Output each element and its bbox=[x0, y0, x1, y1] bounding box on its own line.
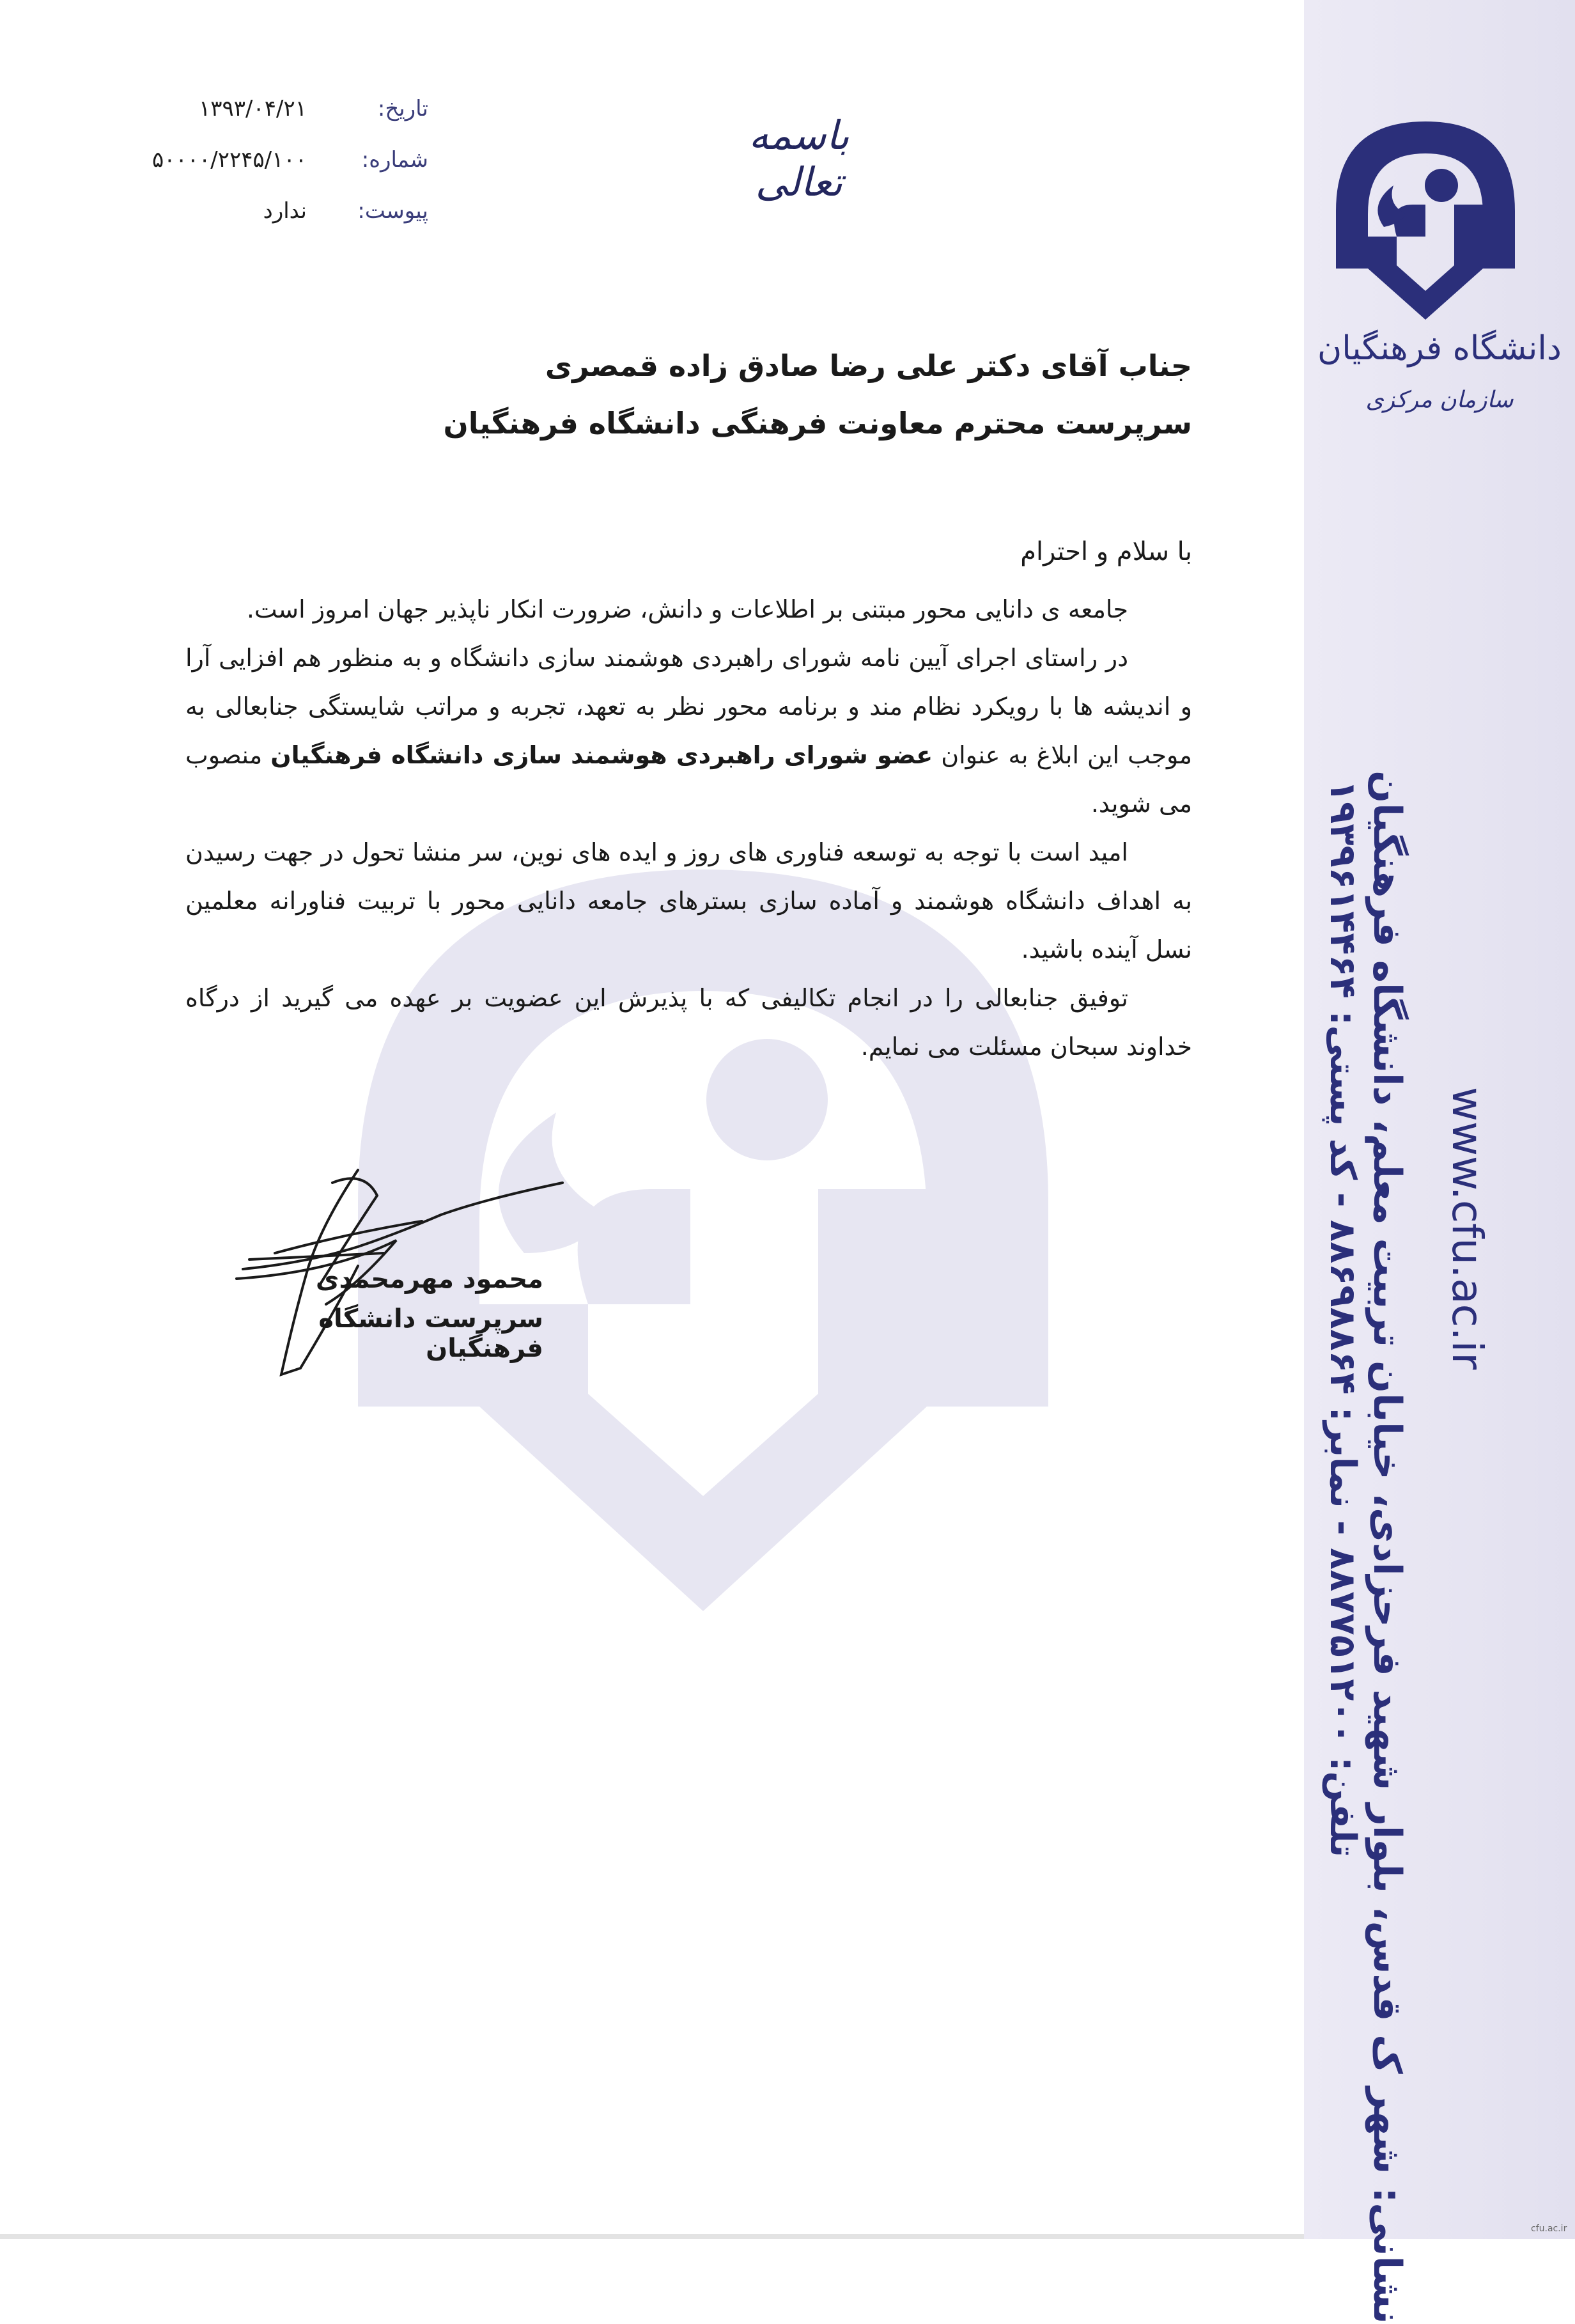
paragraph-4: توفیق جنابعالی را در انجام تکالیفی که با پذیرش این عضویت بر عهده می گیرید از درگاه خداوند سبحان مسئلت می نمایم. bbox=[185, 984, 1192, 1061]
signer-name: محمود مهرمحمدی bbox=[315, 1265, 543, 1294]
signer-title: سرپرست دانشگاه فرهنگیان bbox=[318, 1304, 543, 1363]
meta-number-row bbox=[96, 147, 428, 192]
attachment-value: ندارد bbox=[263, 198, 307, 224]
letter-body bbox=[185, 585, 1192, 1071]
paragraph-1: جامعه ی دانایی محور مبتنی بر اطلاعات و دانش، ضرورت انکار ناپذیر جهان امروز است. bbox=[246, 595, 1128, 623]
meta-attachment-row bbox=[96, 198, 428, 243]
university-logo-icon bbox=[1323, 109, 1528, 339]
logo-title: دانشگاه فرهنگیان bbox=[1317, 329, 1562, 368]
number-value: ۵۰۰۰۰/۲۲۴۵/۱۰۰ bbox=[151, 147, 307, 173]
meta-date-row bbox=[96, 96, 428, 141]
paragraph-2 bbox=[185, 634, 1192, 828]
contact-website: www.cfu.ac.ir bbox=[1443, 1087, 1492, 1370]
attachment-label: پیوست: bbox=[357, 198, 428, 224]
addressee-title: سرپرست محترم معاونت فرهنگی دانشگاه فرهنگیان bbox=[443, 406, 1192, 441]
contact-phone: تلفن: ۸۸۷۷۵۱۲۰۰ - نمابر: ۸۸۶۹۸۸۶۴ - کد پستی: ۱۹۳۹۶۱۴۴۶۴ bbox=[1322, 780, 1363, 1857]
salutation: با سلام و احترام bbox=[1020, 537, 1192, 566]
paragraph-2-end: منصوب می شوید. bbox=[185, 741, 1192, 818]
paragraph-3: امید است با توجه به توسعه فناوری های روز و ایده های نوین، سر منشا تحول در جهت رسیدن به اهداف دانشگاه هوشمند و آماده سازی بسترهای جامعه دانایی محور با تربیت فناورانه معلمین نسل آینده باشید. bbox=[185, 838, 1192, 963]
bismillah-heading: باسمه تعالی bbox=[749, 112, 850, 205]
paragraph-2-bold: عضو شورای راهبردی هوشمند سازی دانشگاه فرهنگیان bbox=[270, 741, 933, 769]
contact-address: نشانی: شهر ک قدس، بلوار شهید فرحزادی، خیابان تربیت معلم، دانشگاه فرهنگیان bbox=[1365, 770, 1409, 2324]
date-label: تاریخ: bbox=[377, 96, 428, 121]
addressee-name: جناب آقای دکتر علی رضا صادق زاده قمصری bbox=[545, 348, 1192, 383]
date-value: ۱۳۹۳/۰۴/۲۱ bbox=[198, 96, 307, 121]
logo-subtitle: سازمان مرکزی bbox=[1365, 387, 1514, 413]
number-label: شماره: bbox=[361, 147, 428, 173]
footer-tag: cfu.ac.ir bbox=[1531, 2224, 1567, 2234]
paragraph-2-start: در راستای اجرای آیین نامه شورای راهبردی هوشمند سازی دانشگاه و به منظور هم افزایی آرا و اندیشه ها با رویکرد نظام مند و برنامه محور نظر به تعهد، تجربه و مراتب شایستگی جنابعالی به موجب این ابلاغ به عنوان bbox=[185, 644, 1192, 769]
letter-meta bbox=[96, 96, 428, 249]
